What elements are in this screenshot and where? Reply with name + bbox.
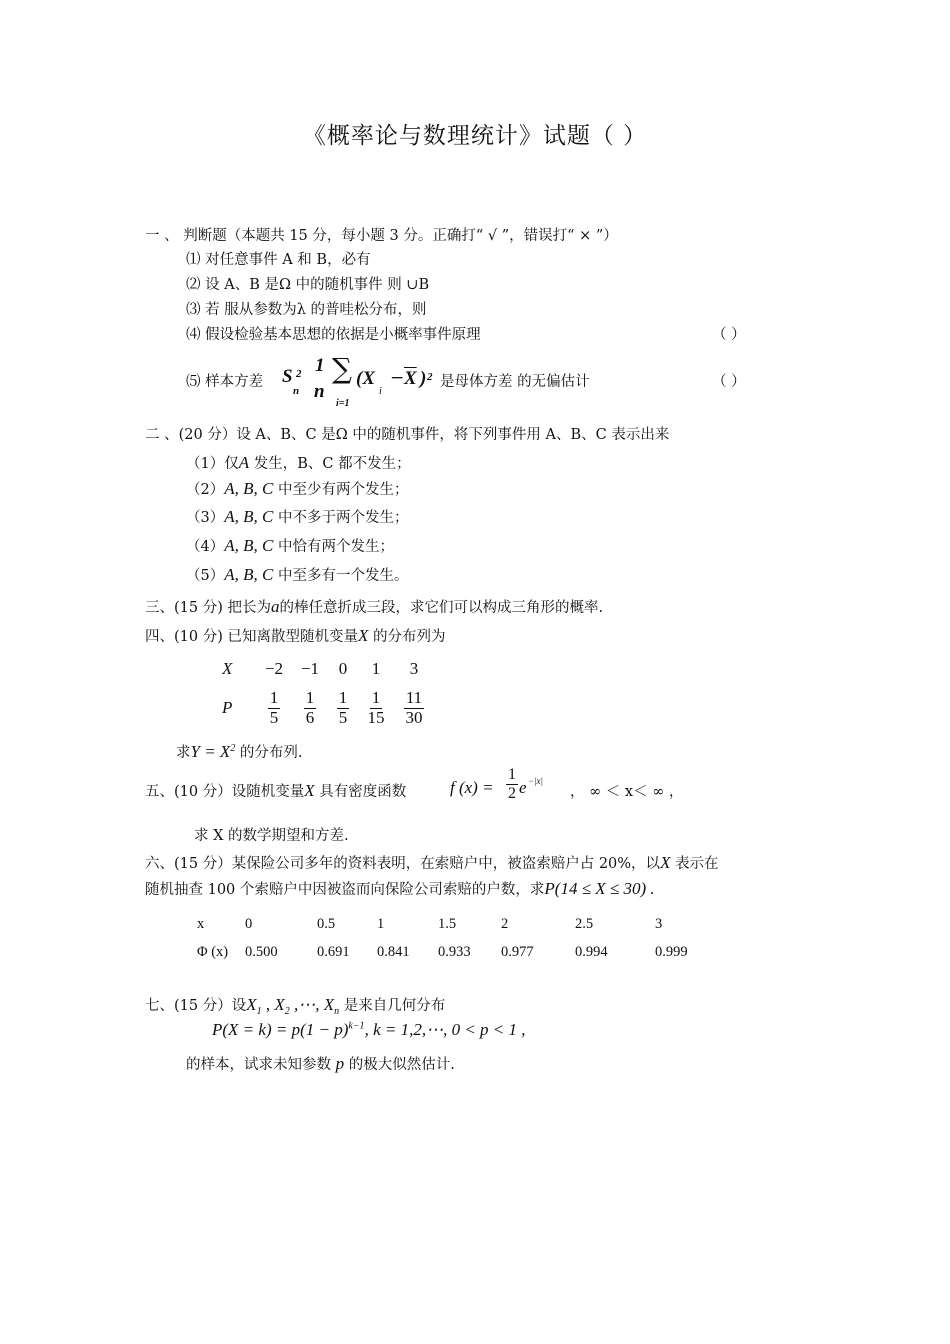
p-num: 1 [338,687,348,707]
table-x-cell: 3 [655,915,663,932]
q1-item-5-suffix: 是母体方差 的无偏估计 [440,374,590,390]
formula-frac-den: n [314,381,325,402]
table-x-cell: 2.5 [575,915,594,932]
q7-formula-sup: k−1 [348,1020,365,1032]
q2-item-5-num: （5） [186,568,225,584]
formula-s-sup: 2 [296,368,302,380]
q6-line1-rest: 表示在 [675,856,719,872]
formula-s: S [282,366,293,387]
q6-line2-prefix: 随机抽查 100 个索赔户中因被盗而向保险公司索赔的户数，求 [145,882,545,898]
q6-line1-var: X [660,853,671,872]
q6-line1 [145,852,719,873]
q4-ask [176,741,303,762]
q5-var: X [304,781,315,800]
q2-item-2 [186,478,408,499]
p-num: 1 [371,687,381,707]
formula-minus: − [390,368,405,388]
q1-item-5-answer-paren: （ ） [712,374,746,390]
dist-x-value: −2 [264,659,284,678]
dist-x-label: X [222,659,233,678]
q2-item-3 [186,506,408,527]
dist-x-value: 1 [371,659,381,678]
q2-item-1-rest: 发生，B、C 都不发生； [253,456,411,472]
q7-formula-rest: , k = 1,2,⋯, 0 < p < 1 , [364,1020,526,1039]
q2-header: 二 、(20 分）设 A、B、C 是Ω 中的随机事件，将下列事件用 A、B、C 表示出来 [145,427,670,443]
q7-sub2: 2 [284,1005,290,1017]
table-x-cell: 0 [245,915,253,932]
dist-x-value: 3 [409,659,419,678]
formula-sup-2: 2 [427,371,433,383]
table-x-label: x [197,915,205,932]
q5-frac-num: 1 [508,766,516,783]
formula-xbar: $\overline{X}$ [404,368,417,389]
formula-close: ) [420,368,427,389]
q5-prefix: 五、(10 分）设随机变量 [145,784,305,800]
table-x-cell: 1 [377,915,385,932]
q1-item-3: ⑶ 若 服从参数为λ 的普哇松分布，则 [186,302,427,318]
table-phi-cell: 0.977 [501,943,534,960]
q7-line3-var: p [335,1054,345,1073]
formula-frac-num: 1 [315,355,325,376]
q2-item-4-rest: 中恰有两个发生； [277,539,394,555]
dist-p-fraction [268,689,281,727]
q6-normal-table [197,910,688,966]
table-phi-cell: 0.994 [575,943,608,960]
q5-exponent: −|x| [528,776,544,786]
p-den: 5 [269,707,279,727]
q5-e: e [519,778,527,797]
q1-item-2: ⑵ 设 A、B 是Ω 中的随机事件 则 ∪B [186,277,430,293]
table-phi-cell: 0.691 [317,943,350,960]
q2-item-4 [186,535,394,556]
table-phi-cell: 0.933 [438,943,471,960]
p-num: 1 [305,687,315,707]
dist-p-fraction [304,689,317,727]
q2-item-3-rest: 中不多于两个发生； [277,510,409,526]
q2-item-3-var: A, B, C [224,507,274,526]
p-den: 15 [367,707,385,727]
q1-item-4-answer-paren: （ ） [712,327,746,343]
q4 [145,625,445,646]
table-phi-cell: 0.500 [245,943,278,960]
q2-item-2-var: A, B, C [224,479,274,498]
q7-subn: n [334,1005,340,1017]
q7-xn: ,⋯, X [289,995,335,1014]
table-phi-label: Φ (x) [197,943,229,960]
q1-item-4: ⑷ 假设检验基本思想的依据是小概率事件原理 [186,327,481,343]
table-x-cell: 2 [501,915,509,932]
formula-term-open: (X [356,368,375,389]
formula-sigma-lower: i=1 [336,398,350,409]
q6-line1-prefix: 六、(15 分）某保险公司多年的资料表明，在索赔户中，被盗索赔户占 20%，以 [145,856,661,872]
q7-rest: 是来自几何分布 [343,998,446,1014]
p-den: 30 [405,707,423,727]
q6-line2-formula: P(14 ≤ X ≤ 30) . [544,879,655,898]
q1-item-1: ⑴ 对任意事件 A 和 B，必有 [186,252,371,268]
q2-item-5-rest: 中至多有一个发生。 [277,568,409,584]
q4-ask-rest: 的分布列. [239,745,303,761]
q7-sub1: 1 [256,1005,262,1017]
q4-ask-sup: 2 [230,743,236,755]
q4-var: X [357,626,369,645]
q7-line1 [145,994,445,1017]
q2-item-4-num: （4） [186,539,225,555]
table-phi-cell: 0.999 [655,943,688,960]
q4-ask-formula: Y = X [190,742,231,761]
q6-line2 [145,878,655,899]
q4-prefix: 四、(10 分) 已知离散型随机变量 [145,629,358,645]
q5-prefix-text [145,780,406,801]
dist-p-label: P [222,698,233,717]
q5-line2: 求 X 的数学期望和方差. [194,828,349,844]
table-x-cell: 1.5 [438,915,457,932]
page-title: 《概率论与数理统计》试题（ ） [302,123,648,149]
table-x-cell: 0.5 [317,915,336,932]
q5-fraction [506,766,518,802]
q7-x1: X [246,995,257,1014]
q7-formula [212,1020,526,1040]
dist-p-fraction [337,689,350,727]
q5-frac-den: 2 [508,784,516,802]
q5-range: ， ∞ ＜ x＜ ∞ ， [570,784,684,800]
q7-line3-prefix: 的样本，试求未知参数 [186,1057,331,1073]
q7-line3 [186,1053,455,1074]
p-num: 11 [405,687,423,707]
p-den: 6 [305,707,315,727]
q2-item-5-var: A, B, C [224,565,274,584]
q7-prefix: 七、(15 分）设 [145,998,247,1014]
dist-x-value: −1 [300,659,320,678]
q2-item-2-num: （2） [186,482,225,498]
q2-item-1-num: （1）仅 [186,456,239,472]
q2-item-5 [186,564,408,585]
q7-line3-rest: 的极大似然估计. [348,1057,455,1073]
dist-x-value: 0 [338,659,348,678]
q4-ask-prefix: 求 [176,745,191,761]
q5-fx: f (x) = [450,778,494,797]
q7-formula-main: P(X = k) = p(1 − p) [212,1020,349,1039]
q4-distribution-table [222,656,434,734]
q1-header: 一 、 判断题（本题共 15 分，每小题 3 分。正确打“ √ ”，错误打“ × ”） [145,228,618,244]
q2-item-1-var: A [238,453,250,472]
formula-s-sub: n [293,385,300,397]
q2-item-1 [186,452,411,473]
q4-rest: 的分布列为 [372,629,446,645]
formula-sigma: ∑ [332,352,352,385]
q5-mid: 具有密度函数 [319,784,407,800]
q3-rest: 的棒任意折成三段，求它们可以构成三角形的概率. [279,600,604,616]
q2-item-2-rest: 中至少有两个发生； [277,482,409,498]
q2-item-4-var: A, B, C [224,536,274,555]
q3-prefix: 三、(15 分) 把长为 [145,600,271,616]
table-phi-cell: 0.841 [377,943,410,960]
q3-var: a [270,597,280,616]
q7-x2: , X [261,995,285,1014]
dist-p-fraction [404,689,424,727]
q1-item-5-prefix: ⑸ 样本方差 [186,374,264,390]
q3 [145,596,603,617]
formula-sub-i: i [379,386,382,397]
q2-item-3-num: （3） [186,510,225,526]
p-den: 5 [338,707,348,727]
p-num: 1 [269,687,279,707]
dist-p-fraction [368,689,385,727]
